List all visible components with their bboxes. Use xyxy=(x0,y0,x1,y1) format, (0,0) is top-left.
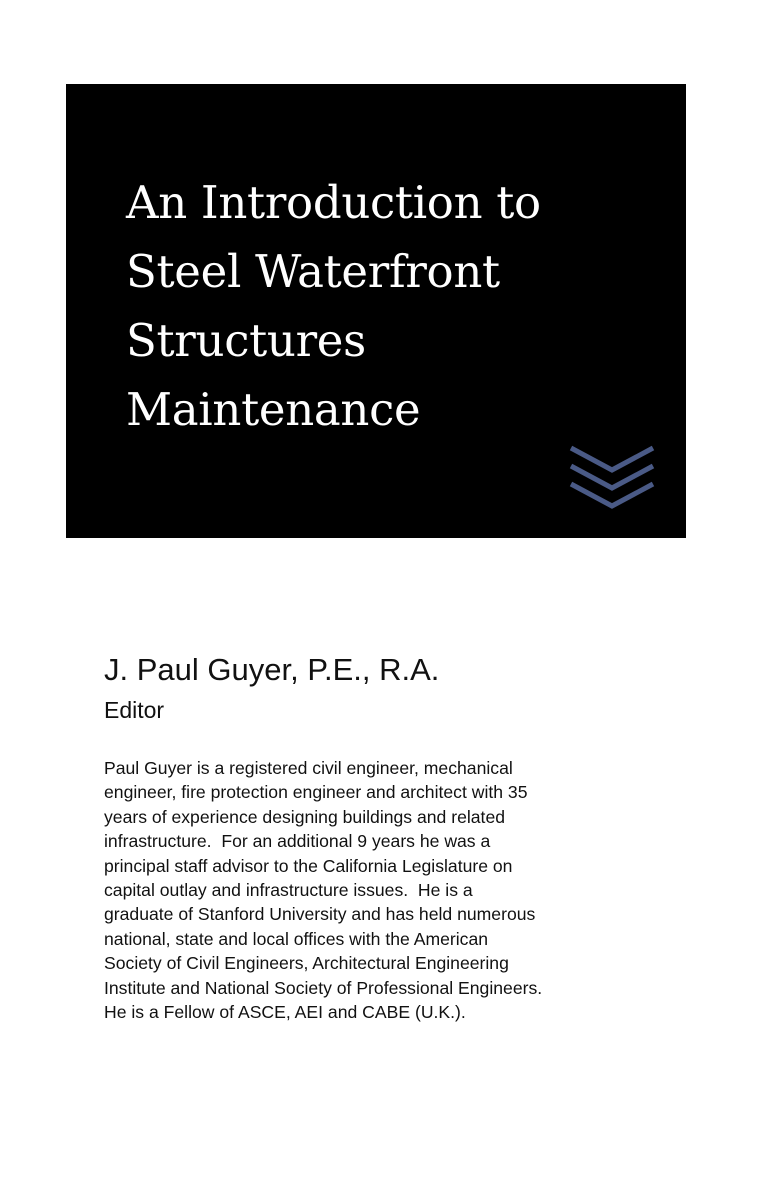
bio-line: years of experience designing buildings and related xyxy=(104,806,506,827)
author-bio xyxy=(104,756,542,1024)
title-line: An Introduction to xyxy=(126,176,541,229)
bio-line: engineer, fire protection engineer and architect with 35 xyxy=(104,782,528,803)
title-line: Maintenance xyxy=(126,383,421,436)
bio-line: infrastructure. For an additional 9 years he was a xyxy=(104,831,491,852)
title-line: Steel Waterfront xyxy=(126,245,500,298)
title-line: Structures xyxy=(126,314,366,367)
author-role: Editor xyxy=(104,697,165,723)
bio-line: Institute and National Society of Professional Engineers. xyxy=(104,977,543,998)
bio-line: Paul Guyer is a registered civil engineer, mechanical xyxy=(104,758,513,778)
author-name: J. Paul Guyer, P.E., R.A. xyxy=(104,652,440,687)
book-title xyxy=(126,168,541,444)
bio-line: Society of Civil Engineers, Architectural Engineering xyxy=(104,953,509,974)
bio-line: principal staff advisor to the California Legislature on xyxy=(104,855,513,876)
bio-line: graduate of Stanford University and has held numerous xyxy=(104,904,536,925)
bio-line: capital outlay and infrastructure issues. He is a xyxy=(104,880,473,901)
bio-line: He is a Fellow of ASCE, AEI and CABE (U.K.). xyxy=(104,1002,466,1023)
bio-line: national, state and local offices with the American xyxy=(104,928,489,949)
title-panel xyxy=(66,84,686,538)
triple-chevron-down-icon xyxy=(569,444,655,516)
